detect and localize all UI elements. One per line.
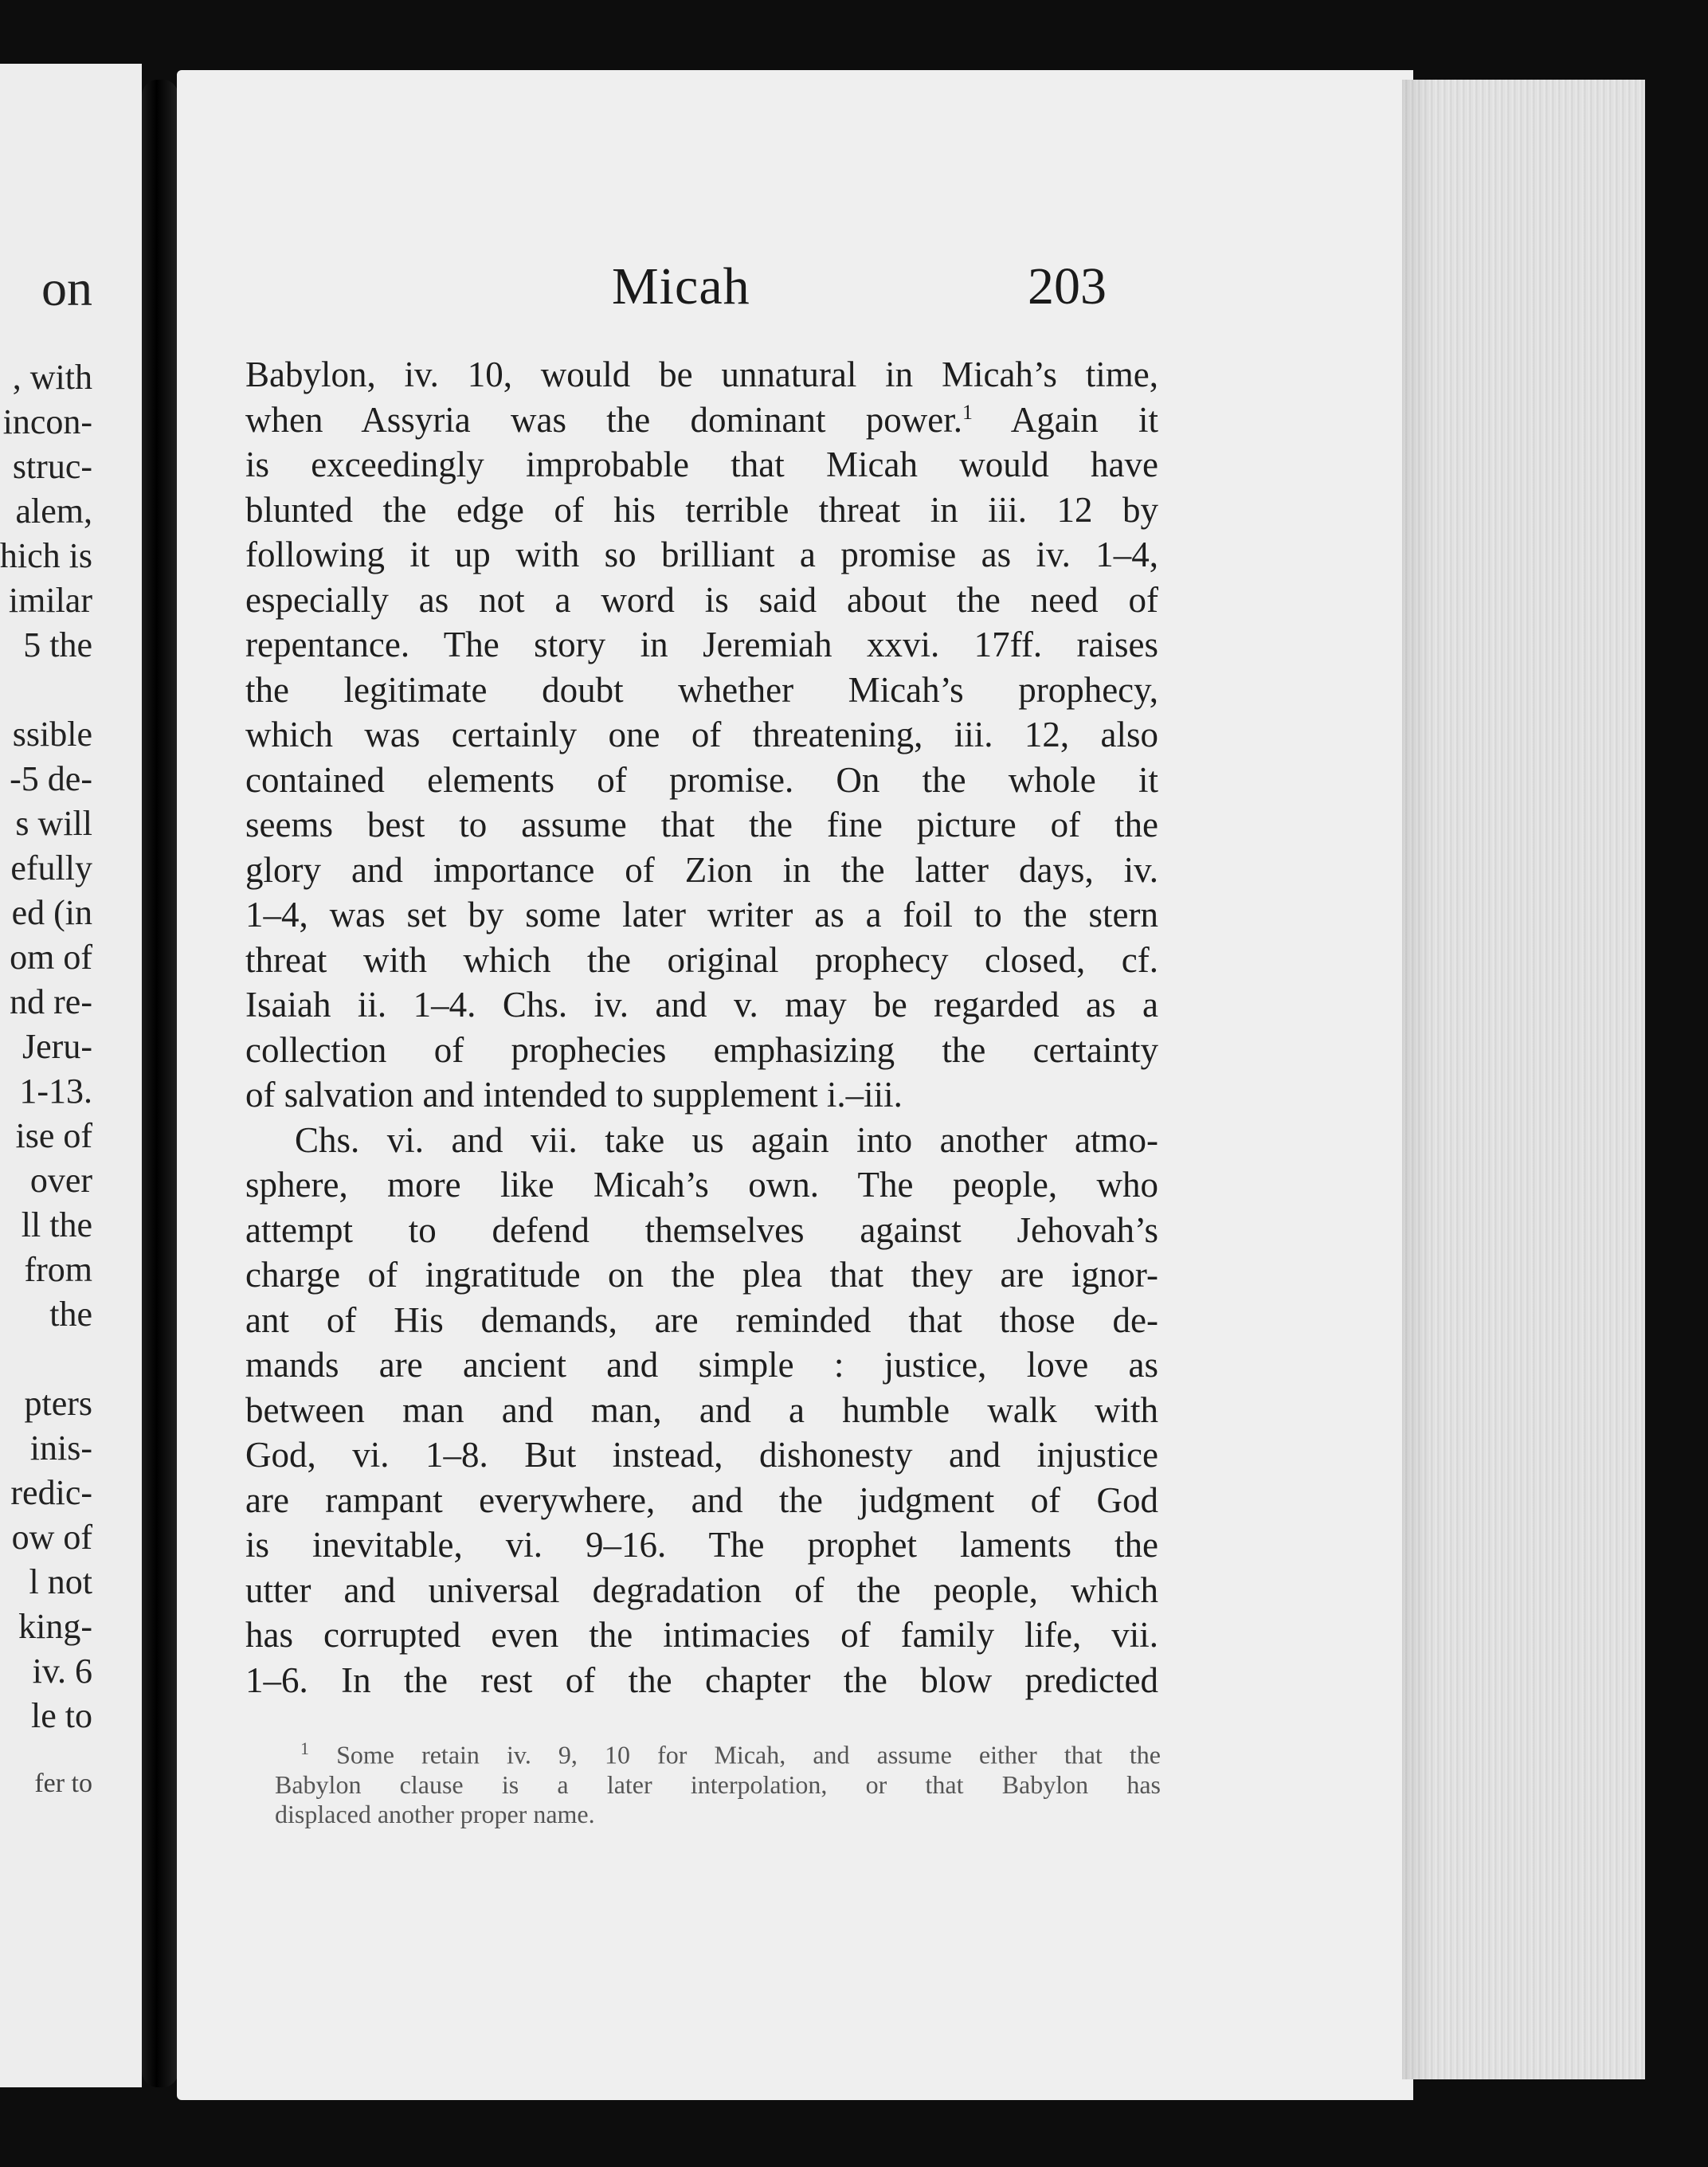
left-page-fragment: pters [24,1384,92,1423]
page-edges [1402,80,1645,2079]
left-page-fragment: redic- [10,1473,92,1512]
body-line-paragraph-end: of salvation and intended to supplement i.–iii. [245,1075,903,1115]
body-line: blunted the edge of his terrible threat in iii. 12 by [245,489,1158,530]
running-head: Micah [612,257,750,315]
body-line: between man and man, and a humble walk with [245,1389,1158,1430]
left-page-fragment: iv. 6 [32,1652,92,1691]
body-line: is exceedingly improbable that Micah would have [245,445,1158,484]
page-edges-shade [1402,80,1434,2079]
left-page-fragment: the [49,1295,92,1334]
left-page-fragment: fer to [34,1769,92,1798]
body-line: sphere, more like Micah’s own. The people, who [245,1165,1158,1205]
left-page-fragment: alem, [15,492,92,531]
left-page-fragment: 5 the [23,625,92,664]
body-line-text: when Assyria was the dominant power. [245,399,962,440]
body-line-paragraph-start: Chs. vi. and vii. take us again into another atmo- [295,1119,1158,1160]
body-line: following it up with so brilliant a promise as iv. 1–4, [245,535,1158,574]
left-page-fragment: imilar [8,581,92,620]
body-line: seems best to assume that the fine picture of the [245,805,1158,844]
footnote-line: displaced another proper name. [275,1799,595,1828]
body-line-tail: Again it [1010,399,1158,440]
left-page-fragment: om of [10,938,92,977]
left-page-fragment: ise of [15,1116,92,1155]
left-page-fragment: 1-13. [19,1072,92,1111]
book-gutter [142,80,178,2087]
left-facing-page [0,64,142,2087]
body-line: especially as not a word is said about the need of [245,579,1158,620]
left-page-fragment: ssible [12,715,92,754]
body-line: utter and universal degradation of the people, which [245,1569,1158,1610]
left-page-fragment: struc- [12,447,92,486]
body-line: mands are ancient and simple : justice, love as [245,1345,1158,1385]
footnote [275,1734,1161,1829]
body-line: contained elements of promise. On the whole it [245,759,1158,800]
body-line: glory and importance of Zion in the latter days, iv. [245,849,1158,890]
body-line: which was certainly one of threatening, iii. 12, also [245,715,1158,754]
left-page-fragment: hich is [0,536,92,575]
left-page-fragment: inis- [29,1428,92,1468]
left-page-fragment: l not [29,1562,92,1601]
left-page-fragment: Jeru- [22,1027,92,1066]
left-page-fragment: s will [15,804,92,843]
left-page-fragment: incon- [2,402,92,441]
left-page-fragment: -5 de- [10,759,92,798]
body-line: 1–4, was set by some later writer as a foil to the stern [245,895,1158,935]
left-page-fragment: king- [18,1607,92,1646]
body-line: Babylon, iv. 10, would be unnatural in Micah’s time, [245,355,1158,394]
footnote-text: Some retain iv. 9, 10 for Micah, and assume either that the [336,1740,1162,1769]
body-line: has corrupted even the intimacies of family life, vii. [245,1615,1158,1655]
left-page-fragment: ed (in [11,893,92,932]
left-page-fragment: from [24,1250,92,1289]
body-line: are rampant everywhere, and the judgment of God [245,1479,1158,1520]
left-page-fragment: le to [31,1696,92,1735]
body-line: is inevitable, vi. 9–16. The prophet laments the [245,1525,1158,1565]
page-number: 203 [1028,257,1107,315]
footnote-mark: 1 [300,1738,309,1758]
body-line: 1–6. In the rest of the chapter the blow predicted [245,1660,1158,1700]
left-page-fragment: on [41,260,92,316]
left-page-fragment: ow of [11,1518,92,1557]
body-line: Isaiah ii. 1–4. Chs. iv. and v. may be regarded as a [245,985,1158,1025]
body-line: collection of prophecies emphasizing the certainty [245,1029,1158,1070]
body-line: the legitimate doubt whether Micah’s prophecy, [245,669,1158,710]
left-page-fragment: over [29,1161,92,1200]
body-line: threat with which the original prophecy closed, cf. [245,939,1158,980]
footnote-line [275,1734,1161,1770]
left-page-fragment: nd re- [10,982,92,1021]
body-line: ant of His demands, are reminded that those de- [245,1299,1158,1340]
left-page-fragment: , with [12,358,92,397]
footnote-reference: 1 [962,400,973,424]
left-page-fragment: ll the [21,1205,92,1244]
body-line: charge of ingratitude on the plea that they are ignor- [245,1255,1158,1295]
body-line: attempt to defend themselves against Jehovah’s [245,1209,1158,1250]
footnote-line: Babylon clause is a later interpolation, or that Babylon has [275,1769,1161,1799]
left-page-fragment: efully [10,848,92,888]
body-line: God, vi. 1–8. But instead, dishonesty and injustice [245,1435,1158,1475]
body-line: repentance. The story in Jeremiah xxvi. 17ff. raises [245,625,1158,664]
body-line-with-note [245,398,1158,443]
body-text [245,352,1158,1703]
